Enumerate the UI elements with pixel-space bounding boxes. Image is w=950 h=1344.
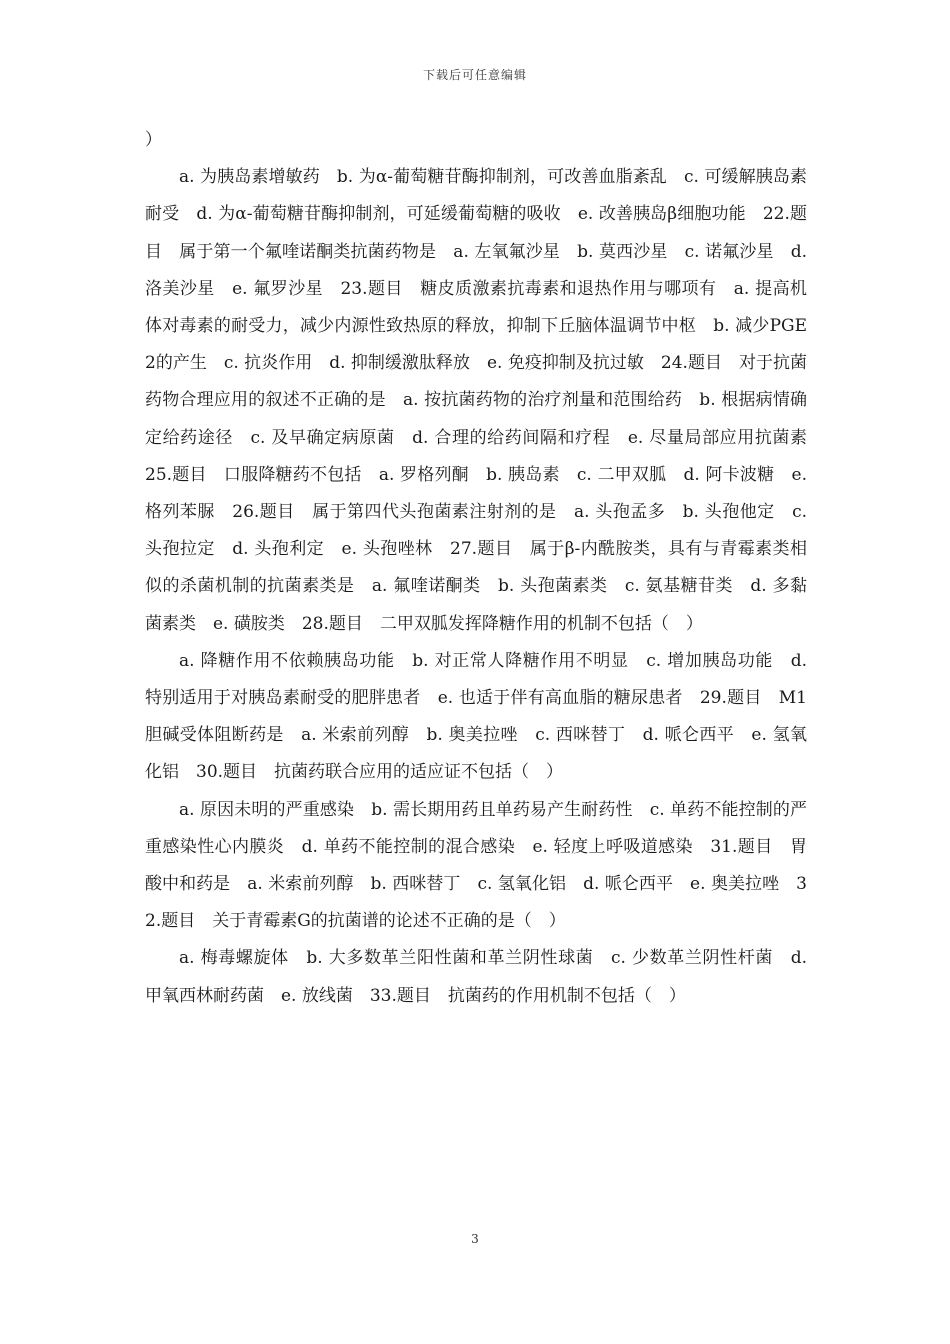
paragraph-questions-32-33: a. 梅毒螺旋体 b. 大多数革兰阳性菌和革兰阴性球菌 c. 少数革兰阴性杆菌 d. 甲氧西林耐药菌 e. 放线菌 33.题目 抗菌药的作用机制不包括（ ） <box>145 948 807 1006</box>
document-body <box>145 122 824 1015</box>
paragraph-questions-21-28: a. 为胰岛素增敏药 b. 为α-葡萄糖苷酶抑制剂，可改善血脂紊乱 c. 可缓解胰岛素耐受 d. 为α-葡萄糖苷酶抑制剂，可延缓葡萄糖的吸收 e. 改善胰岛β细胞功能 22.题目 属于第一个氟喹诺酮类抗菌药物是 a. 左氧氟沙星 b. 莫西沙星 c. 诺氟沙星 d. 洛美沙星 e. 氟罗沙星 23.题目 糖皮质激素抗毒素和退热作用与哪项有 a. 提高机体对毒素的耐受力，减少内源性致热原的释放，抑制下丘脑体温调节中枢 b. 减少PGE2的产生 c. 抗炎作用 d. 抑制缓激肽释放 e. 免疫抑制及抗过敏 24.题目 对于抗菌药物合理应用的叙述不正确的是 a. 按抗菌药物的治疗剂量和范围给药 b. 根据病情确定给药途径 c. 及早确定病原菌 d. 合理的给药间隔和疗程 e. 尽量局部应用抗菌素 25.题目 口服降糖药不包括 a. 罗格列酮 b. 胰岛素 c. 二甲双胍 d. 阿卡波糖 e. 格列苯脲 26.题目 属于第四代头孢菌素注射剂的是 a. 头孢孟多 b. 头孢他定 c. 头孢拉定 d. 头孢利定 e. 头孢唑林 27.题目 属于β-内酰胺类，具有与青霉素类相似的杀菌机制的抗菌素类是 a. 氟喹诺酮类 b. 头孢菌素类 c. 氨基糖苷类 d. 多黏菌素类 e. 磺胺类 28.题目 二甲双胍发挥降糖作用的机制不包括（ ） <box>145 167 824 634</box>
page-number: 3 <box>471 1232 479 1246</box>
paragraph-continuation: ） <box>145 130 162 150</box>
paragraph-questions-28-30: a. 降糖作用不依赖胰岛功能 b. 对正常人降糖作用不明显 c. 增加胰岛功能 d. 特别适用于对胰岛素耐受的肥胖患者 e. 也适于伴有高血脂的糖尿患者 29.题目 M1胆碱受体阻断药是 a. 米索前列醇 b. 奥美拉唑 c. 西咪替丁 d. 哌仑西平 e. 氢氧化铝 30.题目 抗菌药联合应用的适应证不包括（ ） <box>145 650 807 783</box>
paragraph-questions-30-32: a. 原因未明的严重感染 b. 需长期用药且单药易产生耐药性 c. 单药不能控制的严重感染性心内膜炎 d. 单药不能控制的混合感染 e. 轻度上呼吸道感染 31.题目 胃酸中和药是 a. 米索前列醇 b. 西咪替丁 c. 氢氧化铝 d. 哌仑西平 e. 奥美拉唑 32.题目 关于青霉素G的抗菌谱的论述不正确的是（ ） <box>145 799 807 932</box>
page-header: 下载后可任意编辑 <box>422 68 527 82</box>
